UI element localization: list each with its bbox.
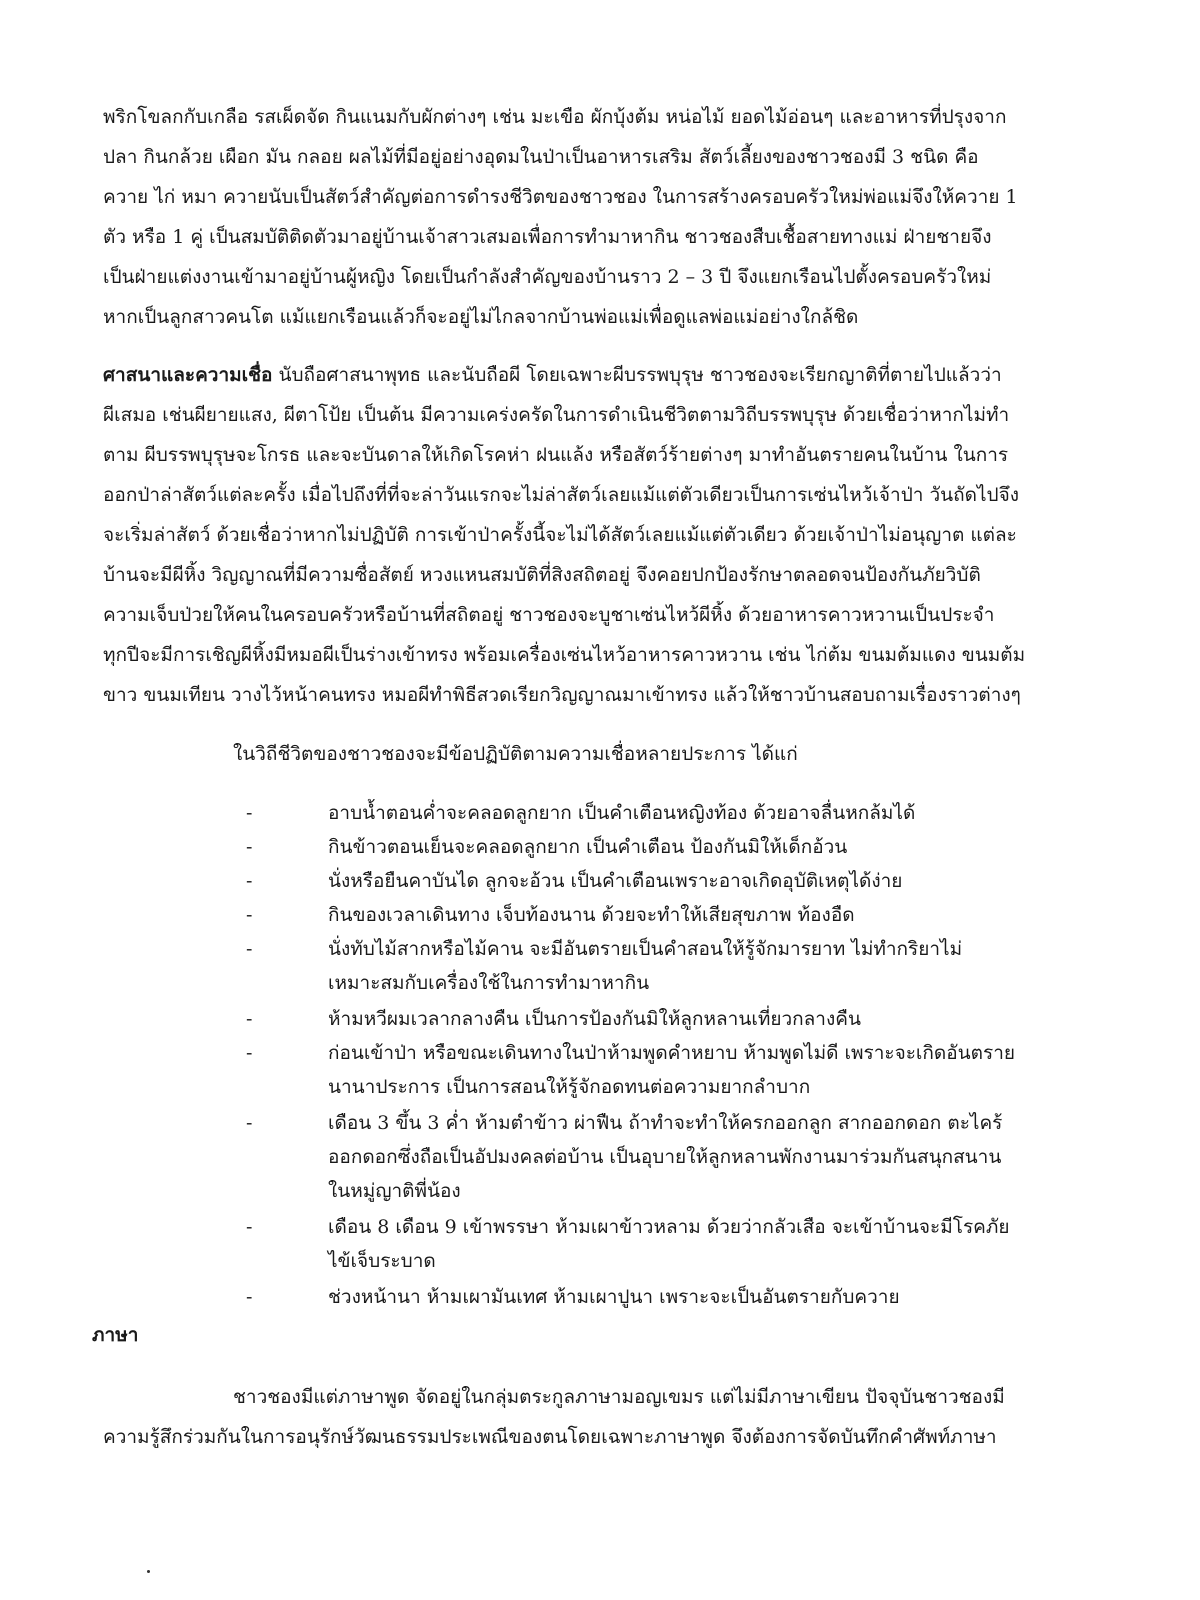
bullet-dash: - xyxy=(246,938,253,960)
religion-heading: ศาสนาและความเชื่อ xyxy=(103,364,273,386)
bullet-dash: - xyxy=(246,836,253,858)
bullet-dash: - xyxy=(246,904,253,926)
list-item-continued: ออกดอกซึ่งถือเป็นอัปมงคลต่อบ้าน เป็นอุบายให้ลูกหลานพักงานมาร่วมกันสนุกสนาน xyxy=(328,1146,1002,1168)
paragraph-line: บ้านจะมีผีหิ้ง วิญญาณที่มีความซื่อสัตย์ หวงแหนสมบัติที่สิงสถิตอยู่ จึงคอยปกป้องรักษาตลอดจนป้องกันภัยวิบัติ xyxy=(103,564,981,586)
paragraph-line: ตาม ผีบรรพบุรุษจะโกรธ และจะบันดาลให้เกิดโรคห่า ฝนแล้ง หรือสัตว์ร้ายต่างๆ มาทำอันตรายคนในบ้าน ในการ xyxy=(103,444,1009,466)
list-item: ก่อนเข้าป่า หรือขณะเดินทางในป่าห้ามพูดคำหยาบ ห้ามพูดไม่ดี เพราะจะเกิดอันตราย xyxy=(328,1042,1016,1064)
list-item: อาบน้ำตอนค่ำจะคลอดลูกยาก เป็นคำเตือนหญิงท้อง ด้วยอาจลื่นหกล้มได้ xyxy=(328,802,916,824)
list-item: กินของเวลาเดินทาง เจ็บท้องนาน ด้วยจะทำให้เสียสุขภาพ ท้องอืด xyxy=(328,904,855,926)
paragraph-line: ผีเสมอ เช่นผียายแสง, ผีตาโป้ย เป็นต้น มีความเคร่งครัดในการดำเนินชีวิตตามวิถีบรรพบุรุษ ด้วยเชื่อว่าหากไม่ทำ xyxy=(103,404,1010,426)
paragraph-line: ตัว หรือ 1 คู่ เป็นสมบัติติดตัวมาอยู่บ้านเจ้าสาวเสมอเพื่อการทำมาหากิน ชาวชองสืบเชื้อสายทางแม่ ฝ่ายชายจึง xyxy=(103,226,992,248)
paragraph-line: ออกป่าล่าสัตว์แต่ละครั้ง เมื่อไปถึงที่ที่จะล่าวันแรกจะไม่ล่าสัตว์เลยแม้แต่ตัวเดียวเป็นการเซ่นไหว้เจ้าป่า วันถัดไปจึง xyxy=(103,484,1020,506)
list-item: กินข้าวตอนเย็นจะคลอดลูกยาก เป็นคำเตือน ป้องกันมิให้เด็กอ้วน xyxy=(328,836,848,858)
list-item: ห้ามหวีผมเวลากลางคืน เป็นการป้องกันมิให้ลูกหลานเที่ยวกลางคืน xyxy=(328,1008,861,1030)
list-item-continued: นานาประการ เป็นการสอนให้รู้จักอดทนต่อความยากลำบาก xyxy=(328,1076,811,1098)
list-item: เดือน 3 ขึ้น 3 ค่ำ ห้ามตำข้าว ผ่าฟืน ถ้าทำจะทำให้ครกออกลูก สากออกดอก ตะไคร้ xyxy=(328,1112,1003,1134)
bullet-dash: - xyxy=(246,1216,253,1238)
list-item-continued: เหมาะสมกับเครื่องใช้ในการทำมาหากิน xyxy=(328,972,650,994)
religion-first-line-text: นับถือศาสนาพุทธ และนับถือผี โดยเฉพาะผีบรรพบุรุษ ชาวชองจะเรียกญาติที่ตายไปแล้วว่า xyxy=(272,364,1002,386)
scan-speck xyxy=(147,1570,150,1573)
list-item: นั่งทับไม้สากหรือไม้คาน จะมีอันตรายเป็นคำสอนให้รู้จักมารยาท ไม่ทำกริยาไม่ xyxy=(328,938,963,960)
list-item-continued: ในหมู่ญาติพี่น้อง xyxy=(328,1180,461,1202)
bullet-dash: - xyxy=(246,1112,253,1134)
religion-first-line xyxy=(103,362,1002,388)
paragraph-line: พริกโขลกกับเกลือ รสเผ็ดจัด กินแนมกับผักต่างๆ เช่น มะเขือ ผักบุ้งต้ม หน่อไม้ ยอดไม้อ่อนๆ และอาหารที่ปรุงจาก xyxy=(103,106,1007,128)
list-item: นั่งหรือยืนคาบันได ลูกจะอ้วน เป็นคำเตือนเพราะอาจเกิดอุบัติเหตุได้ง่าย xyxy=(328,870,903,892)
paragraph-line: ทุกปีจะมีการเชิญผีหิ้งมีหมอผีเป็นร่างเข้าทรง พร้อมเครื่องเซ่นไหว้อาหารคาวหวาน เช่น ไก่ต้ม ขนมต้มแดง ขนมต้ม xyxy=(103,644,1026,666)
list-item-continued: ไข้เจ็บระบาด xyxy=(328,1250,436,1272)
bullet-dash: - xyxy=(246,870,253,892)
beliefs-intro: ในวิถีชีวิตของชาวชองจะมีข้อปฏิบัติตามความเชื่อหลายประการ ได้แก่ xyxy=(233,743,798,765)
paragraph-line: ควาย ไก่ หมา ควายนับเป็นสัตว์สำคัญต่อการดำรงชีวิตของชาวชอง ในการสร้างครอบครัวใหม่พ่อแม่จึงให้ควาย 1 xyxy=(103,186,1018,208)
bullet-dash: - xyxy=(246,802,253,824)
bullet-dash: - xyxy=(246,1286,253,1308)
language-heading: ภาษา xyxy=(92,1324,139,1346)
paragraph-line: ความรู้สึกร่วมกันในการอนุรักษ์วัฒนธรรมประเพณีของตนโดยเฉพาะภาษาพูด จึงต้องการจัดบันทึกคำศัพท์ภาษา xyxy=(103,1426,997,1448)
paragraph-line: เป็นฝ่ายแต่งงานเข้ามาอยู่บ้านผู้หญิง โดยเป็นกำลังสำคัญของบ้านราว 2 – 3 ปี จึงแยกเรือนไปตั้งครอบครัวใหม่ xyxy=(103,266,992,288)
paragraph-line: ขาว ขนมเทียน วางไว้หน้าคนทรง หมอผีทำพิธีสวดเรียกวิญญาณมาเข้าทรง แล้วให้ชาวบ้านสอบถามเรื่องราวต่างๆ xyxy=(103,684,1021,706)
bullet-dash: - xyxy=(246,1008,253,1030)
paragraph-line: จะเริ่มล่าสัตว์ ด้วยเชื่อว่าหากไม่ปฏิบัติ การเข้าป่าครั้งนี้จะไม่ได้สัตว์เลยแม้แต่ตัวเดียว ด้วยเจ้าป่าไม่อนุญาต แต่ละ xyxy=(103,524,1017,546)
bullet-dash: - xyxy=(246,1042,253,1064)
paragraph-line: ความเจ็บป่วยให้คนในครอบครัวหรือบ้านที่สถิตอยู่ ชาวชองจะบูชาเซ่นไหว้ผีหิ้ง ด้วยอาหารคาวหวานเป็นประจำ xyxy=(103,604,995,626)
paragraph-line: หากเป็นลูกสาวคนโต แม้แยกเรือนแล้วก็จะอยู่ไม่ไกลจากบ้านพ่อแม่เพื่อดูแลพ่อแม่อย่างใกล้ชิด xyxy=(103,306,859,328)
list-item: เดือน 8 เดือน 9 เข้าพรรษา ห้ามเผาข้าวหลาม ด้วยว่ากลัวเสือ จะเข้าบ้านจะมีโรคภัย xyxy=(328,1216,1010,1238)
list-item: ช่วงหน้านา ห้ามเผามันเทศ ห้ามเผาปูนา เพราะจะเป็นอันตรายกับควาย xyxy=(328,1286,900,1308)
paragraph-line: ปลา กินกล้วย เผือก มัน กลอย ผลไม้ที่มีอยู่อย่างอุดมในป่าเป็นอาหารเสริม สัตว์เลี้ยงของชาวชองมี 3 ชนิด คือ xyxy=(103,146,979,168)
paragraph-line: ชาวชองมีแต่ภาษาพูด จัดอยู่ในกลุ่มตระกูลภาษามอญเขมร แต่ไม่มีภาษาเขียน ปัจจุบันชาวชองมี xyxy=(233,1386,1005,1408)
